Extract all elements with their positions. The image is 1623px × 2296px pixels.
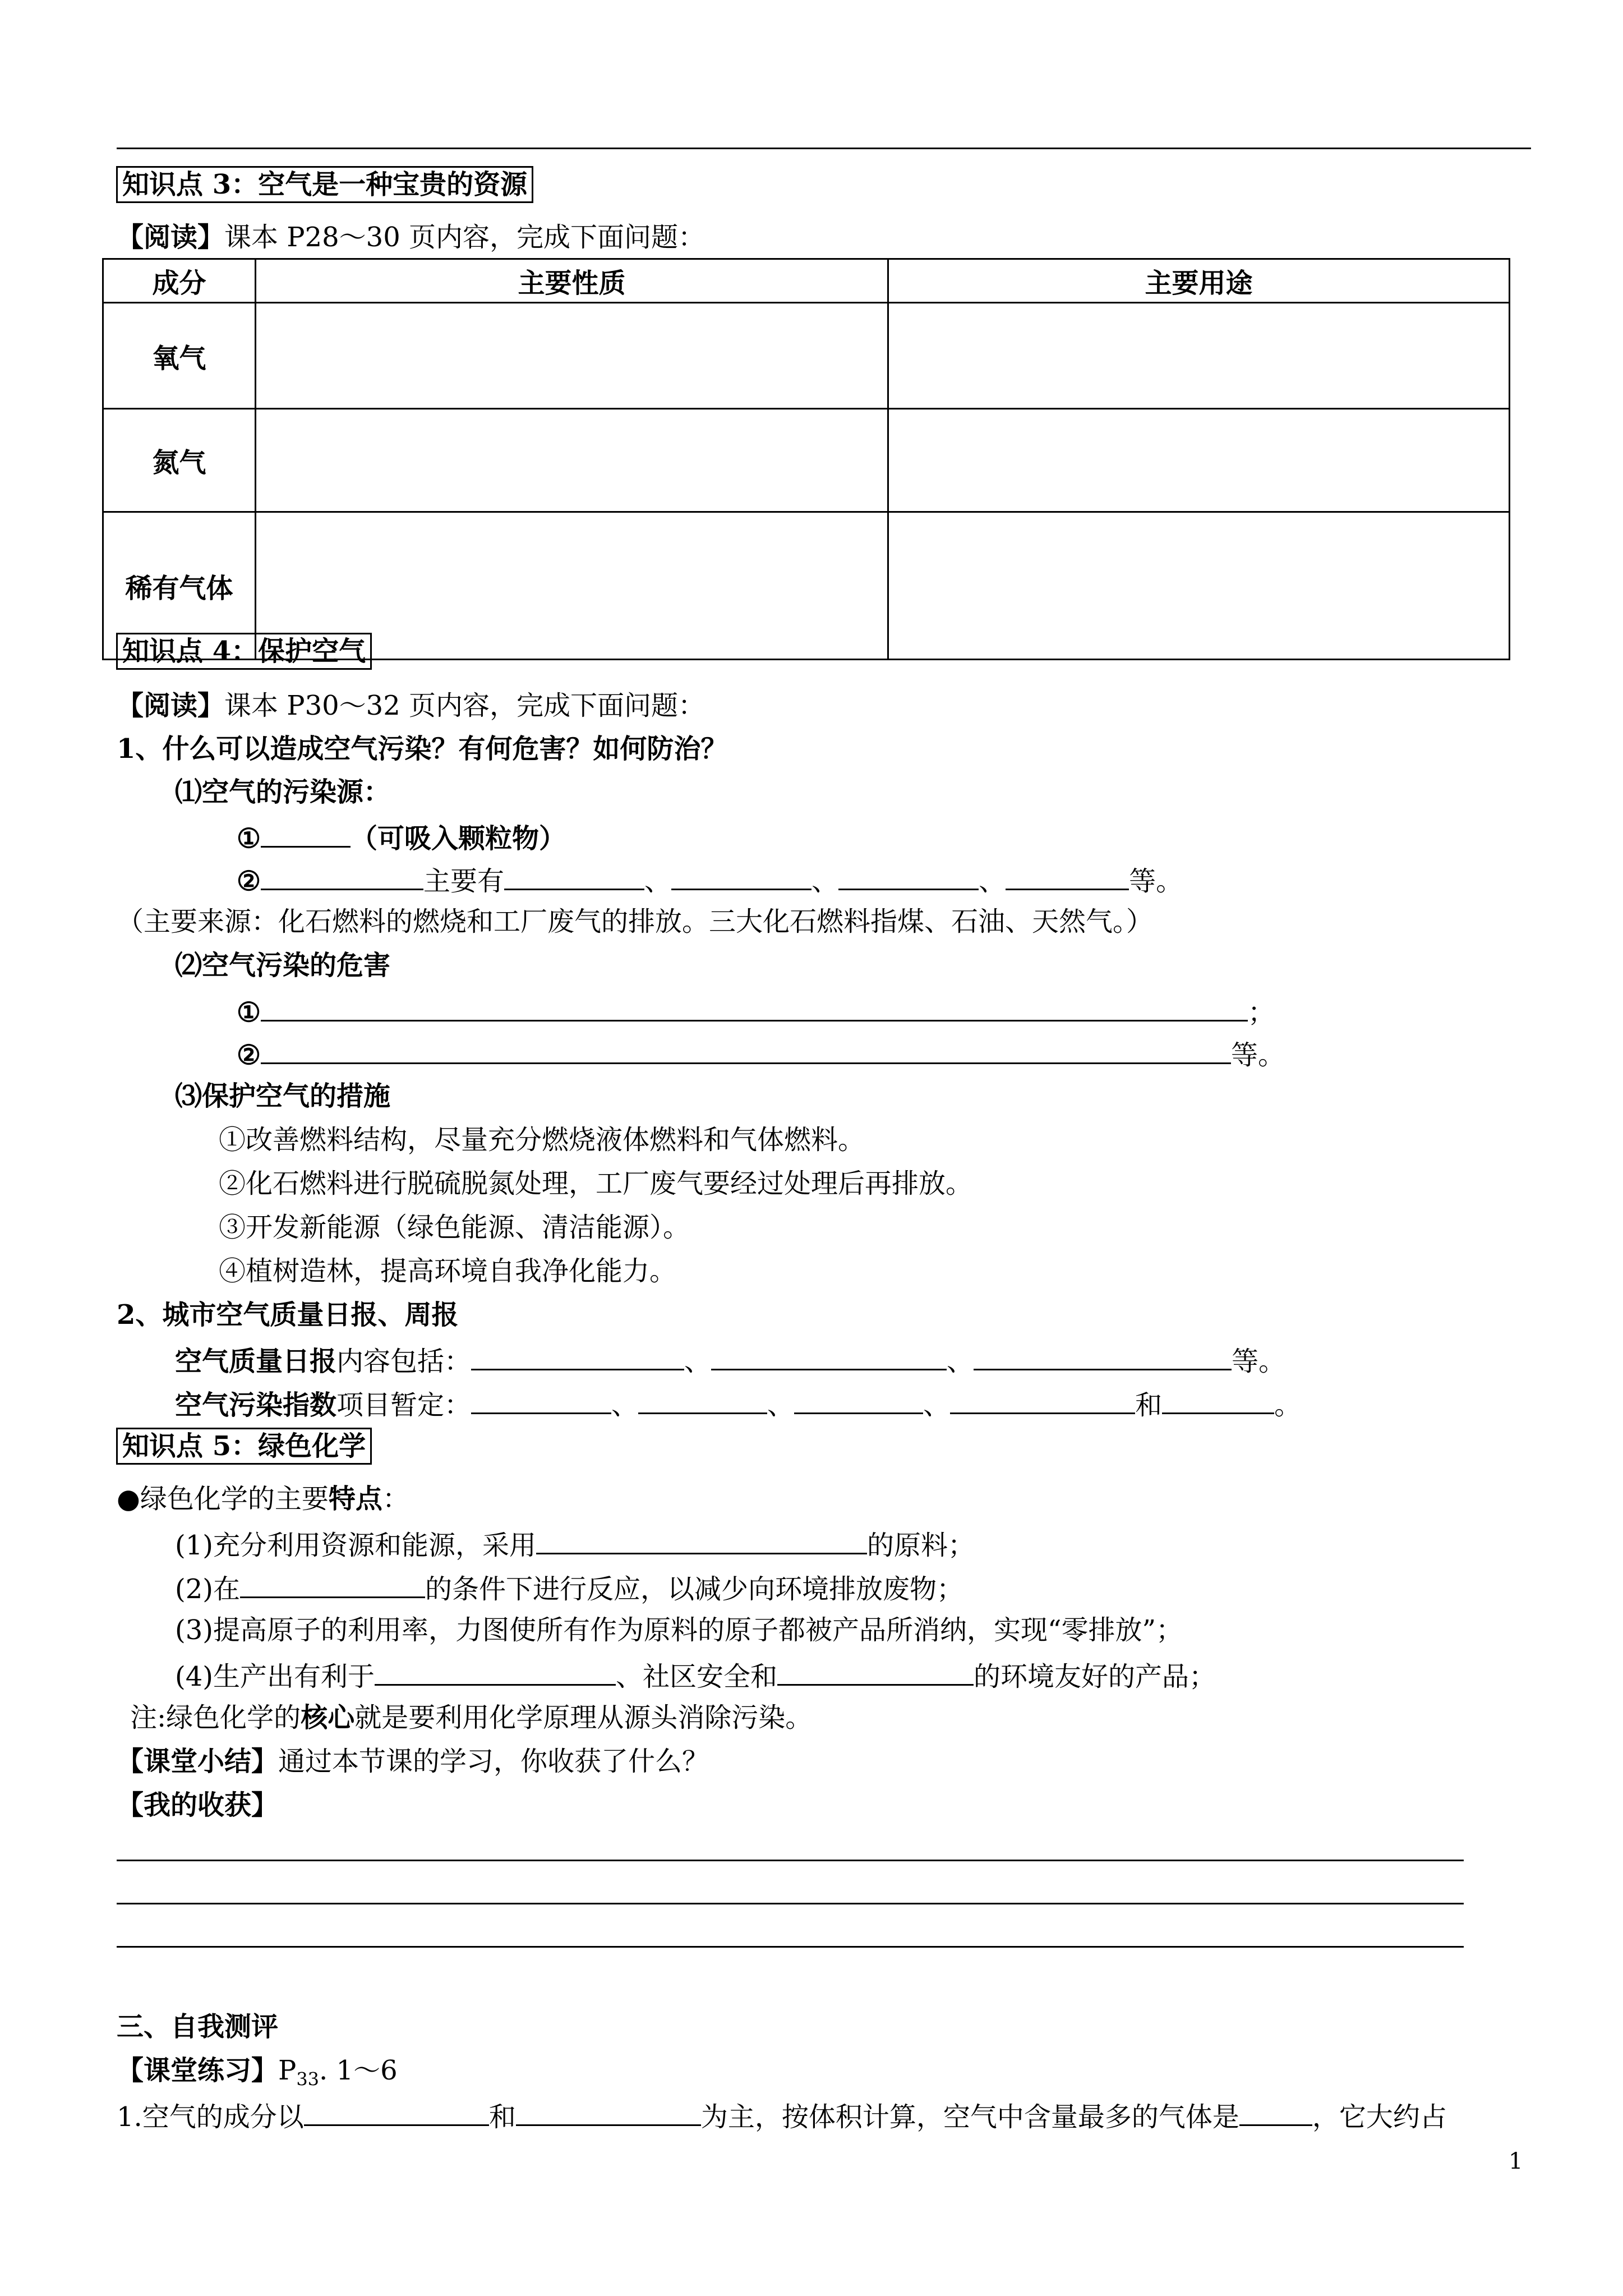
harm-2-blank[interactable] xyxy=(261,1036,1231,1064)
table-cell-rare-gas-use[interactable] xyxy=(888,512,1510,660)
index-blank-5[interactable] xyxy=(1162,1386,1274,1414)
measure-item: ②化石燃料进行脱硫脱氮处理，工厂废气要经过处理后再排放。 xyxy=(219,1168,973,1199)
source-1-blank[interactable] xyxy=(261,819,351,848)
measures-heading: ⑶保护空气的措施 xyxy=(175,1080,391,1112)
index-sep-2: 、 xyxy=(767,1389,795,1421)
source-2-sep-2: 、 xyxy=(811,866,839,897)
index-blank-4[interactable] xyxy=(950,1386,1135,1414)
class-practice-sub: 33 xyxy=(296,2068,320,2090)
kp4-question-1: 1、什么可以造成空气污染？有何危害？如何防治？ xyxy=(117,733,728,765)
feature-1 xyxy=(175,1526,975,1562)
table-row-label-rare-gas: 稀有气体 xyxy=(103,512,256,660)
source-line-1 xyxy=(237,819,566,855)
table-row-nitrogen xyxy=(103,409,1510,512)
harm-2-number: ② xyxy=(237,1039,261,1071)
table-cell-oxygen-property[interactable] xyxy=(256,303,888,409)
class-summary-text: 通过本节课的学习，你收获了什么？ xyxy=(278,1746,709,1777)
my-harvest-label: 【我的收获】 xyxy=(117,1789,279,1821)
bullet-icon: ● xyxy=(117,1483,140,1515)
kp4-read-text: 课本 P30～32 页内容，完成下面问题： xyxy=(224,690,705,721)
daily-sep-1: 、 xyxy=(684,1346,712,1377)
source-2-mid: 主要有 xyxy=(423,866,505,897)
daily-report-label: 空气质量日报 xyxy=(175,1346,337,1377)
source-1-text: （可吸入颗粒物） xyxy=(351,823,566,854)
harm-1-number: ① xyxy=(237,997,261,1028)
harm-line-1 xyxy=(237,993,1275,1029)
kp4-title: 知识点 4：保护空气 xyxy=(116,633,372,670)
pollution-index-label: 空气污染指数 xyxy=(175,1389,337,1421)
note-bold: 核心 xyxy=(301,1702,355,1733)
question-1-blank-1[interactable] xyxy=(304,2097,489,2126)
feature-2 xyxy=(175,1570,963,1606)
measure-item: ④植树造林，提高环境自我净化能力。 xyxy=(219,1255,677,1287)
index-period: 。 xyxy=(1274,1389,1302,1421)
feature-4-c: 的环境友好的产品； xyxy=(974,1661,1216,1692)
self-assessment-title: 三、自我测评 xyxy=(117,2011,279,2042)
table-header-component: 成分 xyxy=(103,259,256,303)
source-2-sep-1: 、 xyxy=(644,866,672,897)
kp4-read-tag: 【阅读】 xyxy=(117,690,225,721)
index-blank-3[interactable] xyxy=(794,1386,923,1414)
harvest-line-1[interactable] xyxy=(117,1860,1464,1861)
kp4-question-2: 2、城市空气质量日报、周报 xyxy=(117,1299,459,1331)
index-and: 和 xyxy=(1135,1389,1163,1421)
question-1-b: 和 xyxy=(488,2101,516,2133)
class-practice xyxy=(117,2054,398,2096)
feature-3: (3)提高原子的利用率，力图使所有作为原料的原子都被产品所消纳，实现“零排放”； xyxy=(175,1614,1183,1646)
measure-item: ①改善燃料结构，尽量充分燃烧液体燃料和气体燃料。 xyxy=(219,1124,865,1156)
question-1-a: 1.空气的成分以 xyxy=(117,2101,304,2133)
source-2-blank-a[interactable] xyxy=(504,862,644,890)
source-line-2 xyxy=(237,862,1183,898)
feature-2-blank[interactable] xyxy=(240,1570,425,1598)
feature-1-a: (1)充分利用资源和能源，采用 xyxy=(175,1530,536,1561)
feature-2-a: (2)在 xyxy=(175,1573,240,1605)
source-1-number: ① xyxy=(237,823,261,854)
table-cell-nitrogen-property[interactable] xyxy=(256,409,888,512)
harm-2-end: 等。 xyxy=(1231,1039,1285,1071)
class-practice-rest: . 1～6 xyxy=(319,2055,398,2086)
page-number: 1 xyxy=(1509,2148,1523,2174)
daily-report-line xyxy=(175,1342,1285,1378)
daily-etc: 等。 xyxy=(1232,1346,1286,1377)
index-blank-2[interactable] xyxy=(638,1386,767,1414)
pollution-index-text: 项目暂定： xyxy=(336,1389,472,1421)
table-row-oxygen xyxy=(103,303,1510,409)
kp5-title: 知识点 5：绿色化学 xyxy=(116,1428,372,1465)
pollution-index-line xyxy=(175,1386,1301,1422)
question-1-d: ，它大约占 xyxy=(1312,2101,1447,2133)
kp3-read-text: 课本 P28～30 页内容，完成下面问题： xyxy=(224,222,705,253)
kp3-read-line xyxy=(117,220,705,254)
class-practice-tag: 【课堂练习】 xyxy=(117,2055,279,2086)
class-practice-p: P xyxy=(278,2055,297,2086)
kp3-read-tag: 【阅读】 xyxy=(117,222,225,253)
table-header-property: 主要性质 xyxy=(256,259,888,303)
harm-1-blank[interactable] xyxy=(261,993,1248,1022)
gas-table xyxy=(102,258,1510,660)
harvest-line-3[interactable] xyxy=(117,1946,1464,1948)
green-chem-note xyxy=(130,1701,812,1734)
green-chem-lead-bold: 特点 xyxy=(328,1483,382,1515)
daily-sep-2: 、 xyxy=(947,1346,974,1377)
source-2-blank[interactable] xyxy=(261,862,423,890)
index-blank-1[interactable] xyxy=(471,1386,611,1414)
source-2-blank-d[interactable] xyxy=(1006,862,1129,890)
feature-1-b: 的原料； xyxy=(867,1530,975,1561)
note-a: 注:绿色化学的 xyxy=(130,1702,301,1733)
table-row-label-oxygen: 氧气 xyxy=(103,303,256,409)
feature-4-a: (4)生产出有利于 xyxy=(175,1661,375,1692)
note-b: 就是要利用化学原理从源头消除污染。 xyxy=(354,1702,813,1733)
feature-1-blank[interactable] xyxy=(536,1526,867,1554)
source-2-number: ② xyxy=(237,866,261,897)
source-2-etc: 等。 xyxy=(1129,866,1183,897)
table-header-use: 主要用途 xyxy=(888,259,1510,303)
class-summary xyxy=(117,1745,709,1778)
pollution-source-heading: ⑴空气的污染源： xyxy=(175,776,391,808)
feature-2-b: 的条件下进行反应，以减少向环境排放废物； xyxy=(425,1573,964,1605)
index-sep-3: 、 xyxy=(923,1389,951,1421)
index-sep-1: 、 xyxy=(611,1389,639,1421)
question-1 xyxy=(117,2097,1447,2134)
source-2-sep-3: 、 xyxy=(979,866,1006,897)
harm-line-2 xyxy=(237,1036,1285,1072)
source-2-blank-b[interactable] xyxy=(671,862,811,890)
measure-item: ③开发新能源（绿色能源、清洁能源）。 xyxy=(219,1212,690,1243)
question-1-blank-2[interactable] xyxy=(516,2097,701,2126)
feature-4-blank-1[interactable] xyxy=(375,1657,616,1686)
question-1-c: 为主，按体积计算，空气中含量最多的气体是 xyxy=(700,2101,1239,2133)
daily-blank-2[interactable] xyxy=(711,1342,947,1370)
feature-4 xyxy=(175,1657,1216,1694)
green-chem-lead-colon: ： xyxy=(382,1483,409,1515)
harm-1-end: ； xyxy=(1248,997,1275,1028)
source-2-blank-c[interactable] xyxy=(838,862,979,890)
harvest-line-2[interactable] xyxy=(117,1903,1464,1904)
class-summary-tag: 【课堂小结】 xyxy=(117,1746,279,1777)
feature-4-b: 、社区安全和 xyxy=(616,1661,778,1692)
daily-report-text: 内容包括： xyxy=(336,1346,472,1377)
source-note: （主要来源：化石燃料的燃烧和工厂废气的排放。三大化石燃料指煤、石油、天然气。） xyxy=(117,906,1154,937)
kp4-read-line xyxy=(117,689,705,723)
green-chem-lead-text: 绿色化学的主要 xyxy=(140,1483,329,1515)
table-row-label-nitrogen: 氮气 xyxy=(103,409,256,512)
feature-4-blank-2[interactable] xyxy=(777,1657,974,1686)
question-1-blank-3[interactable] xyxy=(1239,2097,1312,2126)
harm-heading: ⑵空气污染的危害 xyxy=(175,950,391,981)
table-cell-oxygen-use[interactable] xyxy=(888,303,1510,409)
daily-blank-1[interactable] xyxy=(471,1342,684,1370)
table-header-row xyxy=(103,259,1510,303)
green-chem-lead xyxy=(117,1482,409,1516)
table-cell-nitrogen-use[interactable] xyxy=(888,409,1510,512)
top-rule xyxy=(117,148,1531,149)
kp3-title: 知识点 3：空气是一种宝贵的资源 xyxy=(116,166,533,203)
daily-blank-3[interactable] xyxy=(974,1342,1232,1370)
